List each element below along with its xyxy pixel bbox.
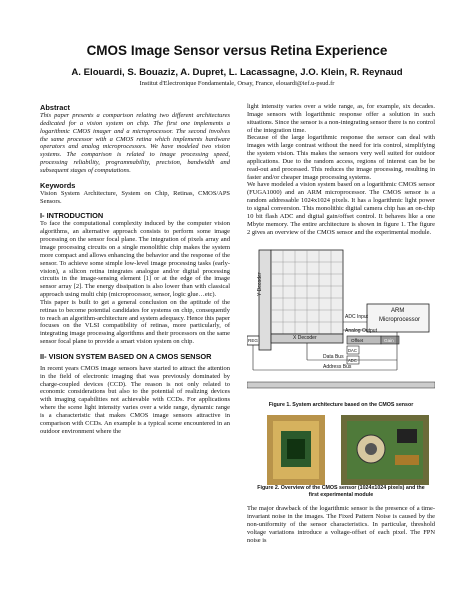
paper-title: CMOS Image Sensor versus Retina Experience <box>86 43 388 58</box>
gain-label: Gain <box>384 338 394 344</box>
abstract-heading: Abstract <box>40 103 70 112</box>
adc-label: ADC <box>348 358 357 364</box>
intro-paragraph: To face the computational complexity induced by the computer vision algorithms, an alternative approach consists to perform some image processing on the sensor focal plane. The integration of pixels array and image processing circuits on a single monolithic chip makes the system more compact and allows enhancing the behavior and the response of the sensor. To achieve some simple low-level image processing tasks (early-vision), a silicon retina integrates analogue and/or digital processing circuits in the image-sensing element [1] or at the edge of the image sensor array [2]. The energy dissipation is also lower than with classical approach using multi chip (microprocessor, sensor, logic glue…etc). <box>40 220 230 299</box>
arm-label: ARM <box>391 308 405 315</box>
section2-paragraph: The major drawback of the logarithmic sensor is the presence of a time-invariant noise in the images. The Fixed Pattern Noise is caused by the non-uniformity of the sensor characteristics. In particular, threshold voltage variations introduce a voltage-offset of each pixel. The FPN noise is <box>247 505 435 544</box>
offset-label: Offset <box>351 338 364 344</box>
figure-2-image <box>247 415 435 485</box>
keywords-text: Vision System Architecture, System on Chip, Retinas, CMOS/APS Sensors. <box>40 189 230 205</box>
section2-heading: II- VISION SYSTEM BASED ON A CMOS SENSOR <box>40 351 212 361</box>
adc-input-label: ADC Input <box>345 314 369 321</box>
section2-paragraph: light intensity varies over a wide range, as, for example, six decades. Image sensors with logarithmic response offer a solution in such situations. Since the sensor is a non-integrating sensor there is no control of the integration time. <box>247 103 435 134</box>
figure-2-photos <box>247 415 435 485</box>
section2-paragraph: Because of the large logarithmic response the sensor can deal with images with large contrast without the need for iris control, simplifying the system vision. This makes the sensors very well suited for outdoor applications. Due to the random access, regions of interest can be be read-out and processed. This reduces the image processing, resulting in faster and/or cheaper image processing systems. <box>247 134 435 181</box>
right-column <box>247 103 435 545</box>
author-list: A. Elouardi, S. Bouaziz, A. Dupret, L. Lacassagne, J.O. Klein, R. Reynaud <box>71 67 403 78</box>
section2-paragraph: In recent years CMOS image sensors have started to attract the attention in the field of electronic imaging that was previously dominated by charge-coupled devices (CCD). The reason is not only related to economic considerations but also to the potential of realizing devices with imaging capabilities not achievable with CCDs. For applications where the scene light intensity varies over a wide range, dynamic range is a characteristic that makes CMOS image sensors attractive in comparison with CCDs. An example is a typical scene encountered in an outdoor environment where the <box>40 364 230 435</box>
microprocessor-label: Microprocessor <box>379 317 421 324</box>
section2-paragraph: We have modeled a vision system based on a logarithmic CMOS sensor (FUGA1000) and an ARM microprocessor. The CMOS sensor is a random addressable 1024x1024 pixels. It has a logarithmic light power to signal conversion. This monolithic digital camera chip has an on-chip 10 bit flash ADC and digital gain/offset control. It behaves like a one Mbyte memory. The entire architecture is shown in figure 1. The figure 2 gives an overview of the CMOS sensor and the experimental module. <box>247 181 435 236</box>
figure-1-diagram <box>247 242 435 402</box>
reg-label: REG <box>248 338 258 344</box>
abstract-text: This paper presents a comparison relating two different architectures dedicated for a vision system on chip. The first one implements a logarithmic CMOS imager and a microprocessor. The second involves the same processor with a CMOS retina which implements hardware operators and analog microprocessors. We have modeled two vision systems. The comparison is related to image processing speed, processing reliability, programmability, precision, bandwidth and subsequent stages of computations. <box>40 112 230 174</box>
intro-paragraph: This paper is built to get a general conclusion on the aptitude of the retinas to become potential candidates for systems on chip, consequently to reach an algorithm-architecture and system adequacy. Hence this paper focuses on the VLSI compatibility of retinas, more particularly, of integrating image processing algorithms and their processors on the same sensor focal plane to provide a smart vision system on chip. <box>40 298 230 346</box>
data-bus-label: Data Bus <box>323 354 344 361</box>
analog-output-label: Analog Output <box>345 328 377 335</box>
affiliation: Institut d'Electronique Fondamentale, Orsay, France, elouardi@ief.u-psud.fr <box>139 80 335 87</box>
figure-2-caption: Figure 2. Overview of the CMOS sensor (1024x1024 pixels) and the <box>257 485 425 492</box>
left-column <box>40 103 230 436</box>
y-decoder-label: Y Decoder <box>257 272 263 297</box>
dac-label: DAC <box>348 348 357 354</box>
keywords-heading: Keywords <box>40 180 76 190</box>
intro-heading: I- INTRODUCTION <box>40 211 104 221</box>
x-decoder-label: X Decoder <box>293 335 317 342</box>
address-bus-label: Address Bus <box>323 364 352 371</box>
figure-2-caption-line2: first experimental module <box>308 492 374 499</box>
figure-1-caption: Figure 1. System architecture based on the CMOS sensor <box>268 402 414 409</box>
